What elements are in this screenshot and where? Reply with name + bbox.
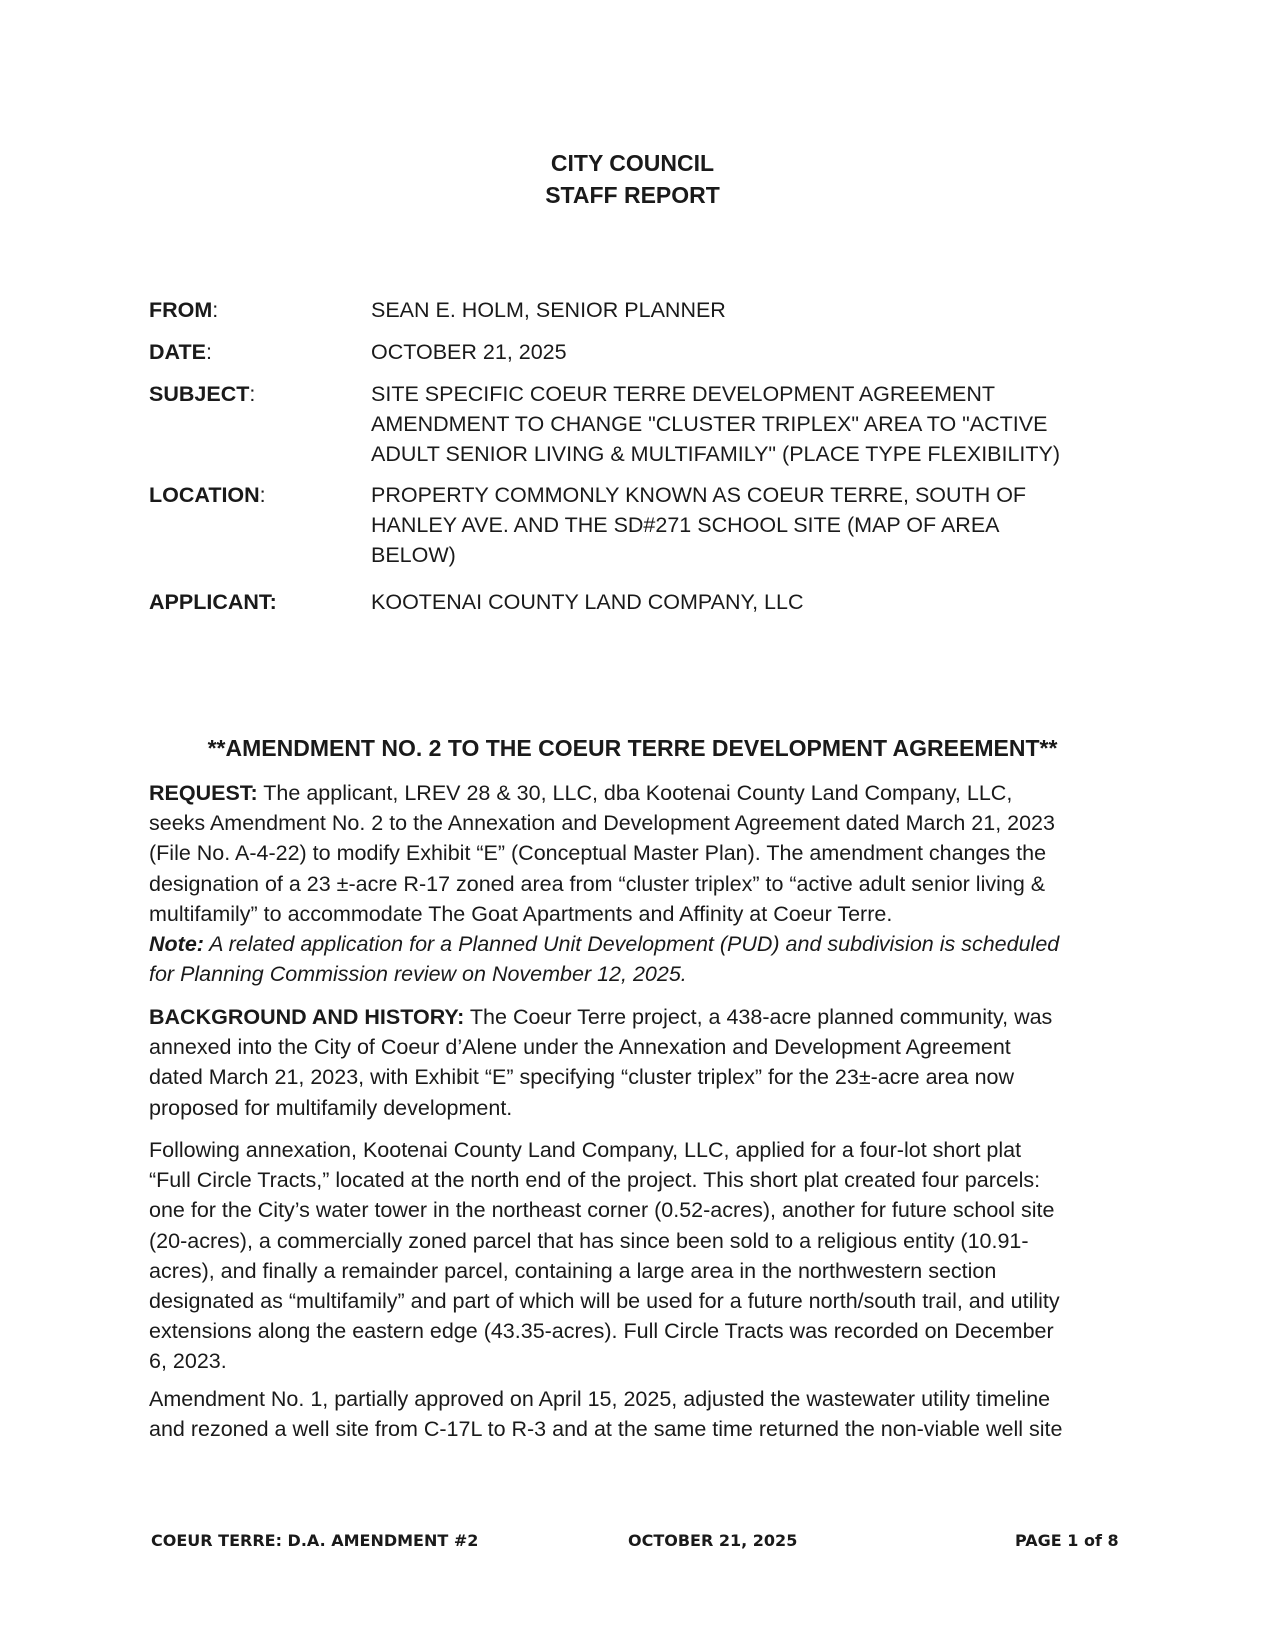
field-location-label: LOCATION — [149, 483, 260, 507]
field-from-label: FROM — [149, 298, 213, 322]
amendment-heading: **AMENDMENT NO. 2 TO THE COEUR TERRE DEVELOPMENT AGREEMENT** — [207, 735, 1058, 761]
request-lead: REQUEST: — [149, 781, 258, 805]
field-location-value: PROPERTY COMMONLY KNOWN AS COEUR TERRE, SOUTH OF HANLEY AVE. AND THE SD#271 SCHOOL SITE (MAP OF AREA BELOW) — [371, 483, 1027, 567]
field-from-value: SEAN E. HOLM, SENIOR PLANNER — [371, 298, 726, 322]
field-date-value: OCTOBER 21, 2025 — [371, 340, 567, 364]
report-title-line2: STAFF REPORT — [545, 182, 720, 208]
request-note: Note: A related application for a Planned Unit Development (PUD) and subdivision is scheduled — [149, 932, 1060, 957]
amendment1-paragraph: Amendment No. 1, partially approved on April 15, 2025, adjusted the wastewater utility timeline and rezoned a well site from C-17L to R-3 and at the same time returned the non-viable well site — [149, 1387, 1063, 1442]
report-title-line1: CITY COUNCIL — [550, 150, 715, 176]
field-subject-value: SITE SPECIFIC COEUR TERRE DEVELOPMENT AGREEMENT AMENDMENT TO CHANGE "CLUSTER TRIPLEX" AREA TO "ACTIVE ADULT SENIOR LIVING & MULTIFAMILY" (PLACE TYPE FLEXIBILITY) — [371, 382, 1061, 466]
field-subject-label: SUBJECT — [149, 382, 250, 406]
field-applicant-label: APPLICANT: — [149, 590, 277, 614]
following-paragraph: Following annexation, Kootenai County Land Company, LLC, applied for a four-lot short plat “Full Circle Tracts,” located at the north end of the project. This short plat created four parcels: one for the City’s water tower in the northeast corner (0.52-acres), another for future school site (20-acres), a commercially zoned parcel that has since been sold to a religious entity (10.91- acres), and finally a remainder parcel, containing a large area in the northwestern section designated as “multifamily” and part of which will be used for a future north/south trail, and utility extensions along the eastern edge (43.35-acres). Full Circle Tracts was recorded on December 6, 2023. — [149, 1138, 1060, 1374]
request-paragraph: REQUEST: The applicant, LREV 28 & 30, LLC, dba Kootenai County Land Company, LLC, seeks Amendment No. 2 to the Annexation and Development Agreement dated March 21, 2023 (File No. A-4-22) to modify Exhibit “E” (Conceptual Master Plan). The amendment changes the designation of a 23 ±-acre R-17 zoned area from “cluster triplex” to “active adult senior living & multifamily” to accommodate The Goat Apartments and Affinity at Coeur Terre. Note: A related application for a Planned Unit Development (PUD) and subdivision is scheduled for Planning Commission review on November 12, 2025. — [149, 778, 1129, 989]
field-date-label: DATE — [149, 340, 206, 364]
footer-document-name: COEUR TERRE: D.A. AMENDMENT #2 — [151, 1531, 479, 1550]
footer-page-number: PAGE 1 of 8 — [1015, 1531, 1119, 1550]
background-lead: BACKGROUND AND HISTORY: — [149, 1005, 465, 1029]
background-paragraph: BACKGROUND AND HISTORY: The Coeur Terre project, a 438-acre planned community, was annexed into the City of Coeur d’Alene under the Annexation and Development Agreement dated March 21, 2023, with Exhibit “E” specifying “cluster triplex” for the 23±-acre area now proposed for multifamily development. — [149, 1005, 1053, 1120]
field-applicant-value: KOOTENAI COUNTY LAND COMPANY, LLC — [371, 590, 804, 614]
footer-date: OCTOBER 21, 2025 — [628, 1531, 798, 1550]
